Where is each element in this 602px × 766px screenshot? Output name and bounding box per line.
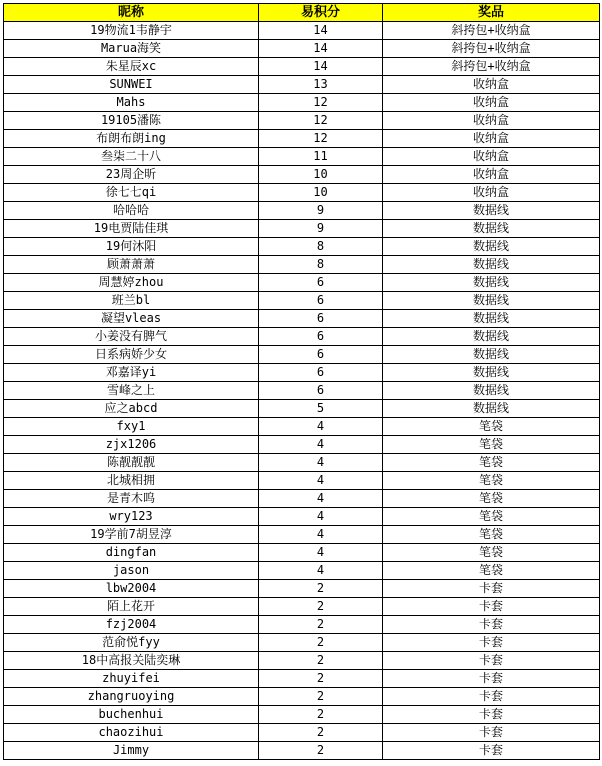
- prize-cell: 数据线: [383, 220, 600, 238]
- table-row: [4, 490, 600, 508]
- table-row: [4, 220, 600, 238]
- points-cell: 2: [259, 688, 383, 706]
- prize-cell: 数据线: [383, 274, 600, 292]
- nickname-cell: 顾萧萧萧: [4, 256, 259, 274]
- nickname-cell: 班兰bl: [4, 292, 259, 310]
- prize-cell: 笔袋: [383, 508, 600, 526]
- nickname-cell: 范俞悦fyy: [4, 634, 259, 652]
- prize-cell: 笔袋: [383, 544, 600, 562]
- table-row: [4, 580, 600, 598]
- nickname-cell: Marua海笑: [4, 40, 259, 58]
- points-cell: 4: [259, 562, 383, 580]
- nickname-cell: fxy1: [4, 418, 259, 436]
- prize-cell: 收纳盒: [383, 184, 600, 202]
- points-cell: 2: [259, 724, 383, 742]
- nickname-cell: 19105潘陈: [4, 112, 259, 130]
- table-row: [4, 670, 600, 688]
- prize-cell: 卡套: [383, 652, 600, 670]
- header-prize: 奖品: [383, 4, 600, 22]
- prize-cell: 笔袋: [383, 562, 600, 580]
- nickname-cell: 北城相拥: [4, 472, 259, 490]
- points-cell: 14: [259, 40, 383, 58]
- prize-cell: 卡套: [383, 598, 600, 616]
- nickname-cell: 雪峰之上: [4, 382, 259, 400]
- points-cell: 6: [259, 382, 383, 400]
- nickname-cell: buchenhui: [4, 706, 259, 724]
- points-cell: 4: [259, 526, 383, 544]
- header-points: 易积分: [259, 4, 383, 22]
- nickname-cell: chaozihui: [4, 724, 259, 742]
- prize-cell: 收纳盒: [383, 94, 600, 112]
- prize-cell: 卡套: [383, 616, 600, 634]
- table-row: [4, 40, 600, 58]
- prize-cell: 卡套: [383, 742, 600, 760]
- points-cell: 11: [259, 148, 383, 166]
- points-cell: 10: [259, 166, 383, 184]
- prize-cell: 笔袋: [383, 454, 600, 472]
- prize-cell: 收纳盒: [383, 76, 600, 94]
- prize-cell: 数据线: [383, 364, 600, 382]
- table-row: [4, 544, 600, 562]
- nickname-cell: 19学前7胡昱淳: [4, 526, 259, 544]
- table-row: [4, 22, 600, 40]
- points-cell: 2: [259, 616, 383, 634]
- table-row: [4, 742, 600, 760]
- table-body: [4, 22, 600, 760]
- points-cell: 4: [259, 544, 383, 562]
- prize-cell: 数据线: [383, 238, 600, 256]
- points-cell: 4: [259, 454, 383, 472]
- prize-cell: 斜挎包+收纳盒: [383, 58, 600, 76]
- points-cell: 2: [259, 634, 383, 652]
- prize-cell: 收纳盒: [383, 130, 600, 148]
- table-row: [4, 364, 600, 382]
- table-row: [4, 166, 600, 184]
- nickname-cell: 凝望vleas: [4, 310, 259, 328]
- table-row: [4, 346, 600, 364]
- points-cell: 2: [259, 742, 383, 760]
- nickname-cell: jason: [4, 562, 259, 580]
- nickname-cell: zhangruoying: [4, 688, 259, 706]
- table-row: [4, 274, 600, 292]
- prize-cell: 数据线: [383, 292, 600, 310]
- points-cell: 14: [259, 22, 383, 40]
- header-row: [4, 4, 600, 22]
- points-cell: 9: [259, 202, 383, 220]
- prize-cell: 斜挎包+收纳盒: [383, 22, 600, 40]
- points-cell: 4: [259, 418, 383, 436]
- nickname-cell: 陈靓靓靓: [4, 454, 259, 472]
- nickname-cell: dingfan: [4, 544, 259, 562]
- table-row: [4, 112, 600, 130]
- points-cell: 9: [259, 220, 383, 238]
- nickname-cell: Mahs: [4, 94, 259, 112]
- table-row: [4, 508, 600, 526]
- points-cell: 8: [259, 256, 383, 274]
- prize-cell: 卡套: [383, 580, 600, 598]
- prize-cell: 数据线: [383, 310, 600, 328]
- table-row: [4, 256, 600, 274]
- prize-cell: 收纳盒: [383, 166, 600, 184]
- nickname-cell: 19电贾陆佳琪: [4, 220, 259, 238]
- table-row: [4, 706, 600, 724]
- table-row: [4, 436, 600, 454]
- prize-cell: 数据线: [383, 256, 600, 274]
- points-cell: 2: [259, 598, 383, 616]
- table-header: [4, 4, 600, 22]
- nickname-cell: 邓嘉译yi: [4, 364, 259, 382]
- nickname-cell: 徐七七qi: [4, 184, 259, 202]
- points-cell: 6: [259, 310, 383, 328]
- points-cell: 4: [259, 508, 383, 526]
- table-row: [4, 562, 600, 580]
- table-row: [4, 292, 600, 310]
- prize-table: [3, 3, 600, 760]
- points-cell: 10: [259, 184, 383, 202]
- table-row: [4, 58, 600, 76]
- nickname-cell: Jimmy: [4, 742, 259, 760]
- nickname-cell: 朱星辰xc: [4, 58, 259, 76]
- points-cell: 4: [259, 472, 383, 490]
- header-nickname: 昵称: [4, 4, 259, 22]
- prize-cell: 卡套: [383, 706, 600, 724]
- nickname-cell: 19何沐阳: [4, 238, 259, 256]
- points-cell: 2: [259, 580, 383, 598]
- table-row: [4, 148, 600, 166]
- points-cell: 13: [259, 76, 383, 94]
- table-row: [4, 616, 600, 634]
- table-row: [4, 634, 600, 652]
- prize-cell: 笔袋: [383, 526, 600, 544]
- table-row: [4, 652, 600, 670]
- points-cell: 6: [259, 346, 383, 364]
- nickname-cell: 23周企昕: [4, 166, 259, 184]
- nickname-cell: 布朗布朗ing: [4, 130, 259, 148]
- nickname-cell: SUNWEI: [4, 76, 259, 94]
- nickname-cell: fzj2004: [4, 616, 259, 634]
- table-row: [4, 130, 600, 148]
- prize-cell: 笔袋: [383, 436, 600, 454]
- table-row: [4, 454, 600, 472]
- nickname-cell: zhuyifei: [4, 670, 259, 688]
- table-row: [4, 724, 600, 742]
- nickname-cell: wry123: [4, 508, 259, 526]
- table-row: [4, 400, 600, 418]
- nickname-cell: 19物流1韦静宇: [4, 22, 259, 40]
- nickname-cell: zjx1206: [4, 436, 259, 454]
- table-row: [4, 598, 600, 616]
- prize-cell: 数据线: [383, 328, 600, 346]
- table-row: [4, 472, 600, 490]
- prize-cell: 笔袋: [383, 490, 600, 508]
- prize-cell: 笔袋: [383, 418, 600, 436]
- table-row: [4, 94, 600, 112]
- prize-cell: 笔袋: [383, 472, 600, 490]
- prize-cell: 斜挎包+收纳盒: [383, 40, 600, 58]
- points-cell: 6: [259, 328, 383, 346]
- nickname-cell: 叁柒二十八: [4, 148, 259, 166]
- points-cell: 4: [259, 436, 383, 454]
- points-cell: 6: [259, 364, 383, 382]
- table-row: [4, 202, 600, 220]
- nickname-cell: 日系病娇少女: [4, 346, 259, 364]
- table-row: [4, 184, 600, 202]
- prize-cell: 数据线: [383, 400, 600, 418]
- table-row: [4, 238, 600, 256]
- table-row: [4, 688, 600, 706]
- table-row: [4, 526, 600, 544]
- points-cell: 4: [259, 490, 383, 508]
- table-row: [4, 418, 600, 436]
- nickname-cell: 哈哈哈: [4, 202, 259, 220]
- nickname-cell: 应之abcd: [4, 400, 259, 418]
- table-row: [4, 328, 600, 346]
- points-cell: 6: [259, 292, 383, 310]
- nickname-cell: 小姜没有脾气: [4, 328, 259, 346]
- prize-cell: 收纳盒: [383, 112, 600, 130]
- prize-cell: 卡套: [383, 634, 600, 652]
- nickname-cell: 18中高报关陆奕琳: [4, 652, 259, 670]
- prize-cell: 数据线: [383, 382, 600, 400]
- points-cell: 2: [259, 670, 383, 688]
- nickname-cell: 陌上花开: [4, 598, 259, 616]
- points-cell: 14: [259, 58, 383, 76]
- prize-cell: 数据线: [383, 346, 600, 364]
- nickname-cell: 周慧婷zhou: [4, 274, 259, 292]
- prize-cell: 卡套: [383, 670, 600, 688]
- points-cell: 12: [259, 94, 383, 112]
- points-cell: 2: [259, 706, 383, 724]
- points-cell: 8: [259, 238, 383, 256]
- nickname-cell: 是青木呜: [4, 490, 259, 508]
- table-row: [4, 382, 600, 400]
- points-cell: 5: [259, 400, 383, 418]
- prize-cell: 卡套: [383, 724, 600, 742]
- prize-cell: 卡套: [383, 688, 600, 706]
- prize-cell: 数据线: [383, 202, 600, 220]
- table-row: [4, 76, 600, 94]
- nickname-cell: lbw2004: [4, 580, 259, 598]
- points-cell: 12: [259, 112, 383, 130]
- points-cell: 2: [259, 652, 383, 670]
- table-row: [4, 310, 600, 328]
- prize-cell: 收纳盒: [383, 148, 600, 166]
- points-cell: 6: [259, 274, 383, 292]
- points-cell: 12: [259, 130, 383, 148]
